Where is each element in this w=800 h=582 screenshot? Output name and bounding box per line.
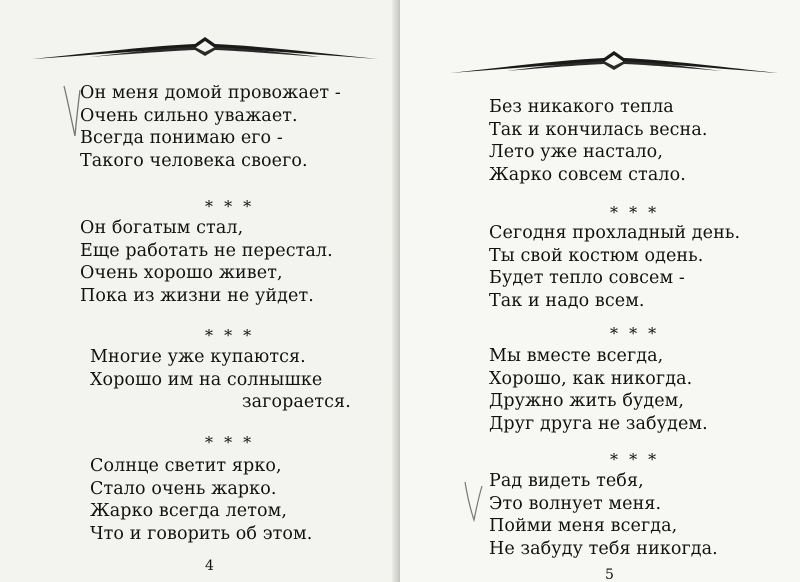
poem-block-right-2: [489, 222, 740, 312]
poem-line: Пока из жизни не уйдет.: [80, 285, 314, 306]
left-page: [0, 0, 398, 582]
poem-line: Жарко совсем стало.: [489, 164, 686, 185]
poem-line: Что и говорить об этом.: [90, 523, 313, 544]
poem-line: Лето уже настало,: [489, 142, 663, 162]
poem-line: Ты свой костюм одень.: [489, 245, 704, 266]
poem-line: Он меня домой провожает -: [80, 83, 341, 103]
stanza-separator: * * *: [205, 326, 255, 345]
page-number-right: 5: [605, 567, 614, 582]
poem-line: Такого человека своего.: [80, 150, 308, 171]
poem-line: Пойми меня всегда,: [489, 516, 678, 536]
stanza-separator: * * *: [610, 203, 660, 222]
poem-line: Очень хорошо живет,: [80, 263, 283, 283]
poem-line: Без никакого тепла: [489, 97, 674, 117]
poem-line: Друг друга не забудем.: [489, 413, 708, 434]
poem-line: Стало очень жарко.: [90, 478, 277, 499]
poem-line: загорается.: [242, 392, 351, 412]
poem-line: Многие уже купаются.: [90, 347, 306, 367]
poem-line: Всегда понимаю его -: [80, 128, 283, 148]
poem-block-left-1: [80, 82, 341, 172]
stanza-separator: * * *: [205, 433, 255, 452]
poem-line: Дружно жить будем,: [489, 391, 685, 411]
poem-line: Солнце светит ярко,: [90, 456, 282, 476]
header-ornament-right: [448, 50, 780, 76]
stanza-separator: * * *: [610, 450, 660, 469]
poem-line: Сегодня прохладный день.: [489, 223, 741, 243]
poem-line: Хорошо им на солнышке: [90, 369, 323, 390]
poem-block-right-4: [489, 470, 718, 560]
pencil-mark-left: [62, 84, 82, 142]
poem-line: Не забуду тебя никогда.: [489, 538, 718, 559]
poem-line: Жарко всегда летом,: [90, 501, 288, 521]
poem-line: Он богатым стал,: [80, 218, 244, 238]
poem-block-left-4: [90, 455, 312, 545]
header-ornament-left: [30, 36, 380, 62]
poem-line: Будет тепло совсем -: [489, 268, 685, 288]
poem-line: Хорошо, как никогда.: [489, 368, 693, 389]
page-number-left: 4: [205, 558, 214, 574]
poem-line: Так и надо всем.: [489, 290, 645, 311]
poem-line: Так и кончилась весна.: [489, 119, 708, 140]
poem-block-left-3: [90, 346, 351, 414]
poem-block-right-3: [489, 345, 708, 435]
poem-line: Рад видеть тебя,: [489, 471, 644, 491]
poem-block-right-1: [489, 96, 708, 186]
poem-line: Еще работать не перестал.: [80, 240, 333, 261]
poem-line: Это волнует меня.: [489, 493, 662, 514]
poem-line: Очень сильно уважает.: [80, 105, 298, 126]
poem-block-left-2: [80, 217, 333, 307]
pencil-mark-right: [462, 478, 484, 526]
stanza-separator: * * *: [205, 197, 255, 216]
stanza-separator: * * *: [610, 324, 660, 343]
poem-line: Мы вместе всегда,: [489, 346, 664, 366]
right-page: [400, 0, 800, 582]
